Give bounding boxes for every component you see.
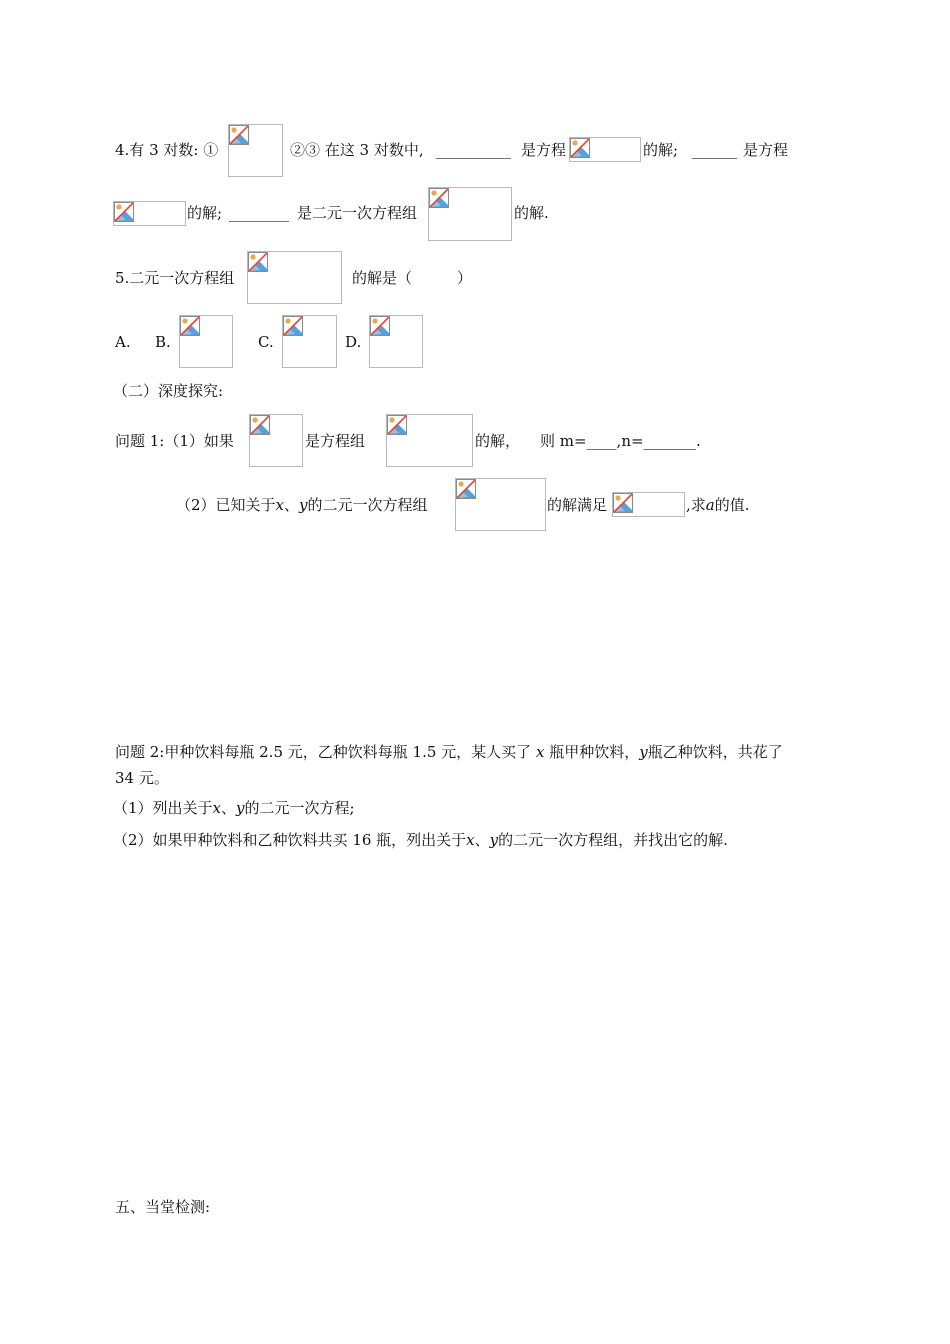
option-d-label: D.	[345, 333, 362, 351]
option-d-image	[369, 315, 423, 368]
equation-image	[228, 124, 283, 177]
separator: 、	[474, 831, 490, 849]
q4-text-8: 的解.	[514, 204, 549, 222]
problem2-q2-text-b: 的二元一次方程组，并找出它的解.	[498, 831, 728, 849]
option-b-image	[179, 315, 233, 368]
problem2-question-2	[113, 830, 728, 850]
q5-tail: 的解是（ ）	[352, 269, 473, 287]
broken-image-icon	[570, 138, 592, 160]
broken-image-icon	[429, 188, 451, 210]
q4-text-2: ②③ 在这 3 对数中,	[290, 141, 424, 159]
separator: 、	[284, 496, 300, 514]
problem1-text-3: 的解，	[475, 432, 521, 450]
option-c-label: C.	[258, 333, 274, 351]
q4-text-4: 的解;	[643, 141, 679, 159]
problem1-answer-blanks: 则 m=____,n=_______.	[540, 432, 701, 450]
separator: 、	[221, 799, 237, 817]
broken-image-icon	[229, 125, 251, 147]
broken-image-icon	[114, 202, 136, 224]
option-c-image	[282, 315, 337, 368]
variable-a: a	[705, 496, 715, 514]
problem1-text-1: 问题 1:（1）如果	[115, 432, 234, 450]
answer-blank: __________	[436, 141, 511, 159]
variable-x: x	[466, 831, 475, 849]
equation-image	[428, 187, 512, 241]
answer-blank: ______	[692, 141, 737, 159]
option-b-label: B.	[155, 333, 171, 351]
q4-text-1: 4.有 3 对数: ①	[115, 141, 219, 159]
equation-image	[612, 492, 685, 517]
problem1-part2-text-c: 的解满足	[547, 496, 608, 514]
variable-x: x	[212, 799, 222, 817]
problem1-part2-text-d: ,求	[686, 496, 706, 514]
broken-image-icon	[180, 316, 202, 338]
problem2-q2-text-a: （2）如果甲种饮料和乙种饮料共买 16 瓶，列出关于	[113, 831, 467, 849]
q4-text-5: 是方程	[743, 141, 789, 159]
broken-image-icon	[250, 415, 272, 437]
equation-image	[569, 137, 641, 162]
broken-image-icon	[613, 493, 635, 515]
problem2-line-2: 34 元。	[115, 769, 169, 787]
problem1-part2-line-a	[176, 495, 428, 515]
section-heading: （二）深度探究:	[113, 382, 224, 400]
q5-stem: 5.二元一次方程组	[115, 269, 235, 287]
variable-y: y	[639, 743, 648, 761]
broken-image-icon	[456, 479, 478, 501]
broken-image-icon	[248, 252, 270, 274]
option-a-label: A.	[115, 333, 131, 351]
problem2-text-1a: 问题 2:甲种饮料每瓶 2.5 元，乙种饮料每瓶 1.5 元，某人买了	[115, 743, 532, 761]
q4-text-6: 的解;	[187, 204, 223, 222]
problem1-part2-text-a: （2）已知关于	[176, 496, 276, 514]
answer-blank: ________	[229, 204, 289, 222]
q4-text-3: 是方程	[521, 141, 567, 159]
problem2-q1-text-a: （1）列出关于	[113, 799, 213, 817]
broken-image-icon	[283, 316, 305, 338]
variable-x: x	[275, 496, 285, 514]
problem2-q1-text-b: 的二元一次方程;	[244, 799, 355, 817]
broken-image-icon	[370, 316, 392, 338]
variable-y: y	[236, 799, 245, 817]
equation-image	[247, 251, 342, 304]
problem2-question-1	[113, 798, 355, 818]
equation-image	[455, 478, 546, 531]
q4-text-7: 是二元一次方程组	[297, 204, 418, 222]
problem1-text-2: 是方程组	[305, 432, 366, 450]
section-heading: 五、当堂检测:	[115, 1198, 211, 1216]
equation-image	[249, 414, 303, 467]
problem2-line-1	[115, 742, 783, 762]
broken-image-icon	[387, 415, 409, 437]
variable-y: y	[489, 831, 499, 849]
problem1-part2-text-e: 的值.	[714, 496, 750, 514]
problem1-part2-line-b	[686, 495, 750, 515]
variable-x: x	[535, 743, 545, 761]
variable-y: y	[299, 496, 308, 514]
problem2-text-1c: 瓶乙种饮料，共花了	[647, 743, 783, 761]
equation-image	[386, 414, 473, 467]
problem1-part2-text-b: 的二元一次方程组	[307, 496, 428, 514]
problem2-text-1b: 瓶甲种饮料，	[549, 743, 640, 761]
equation-image	[113, 201, 186, 226]
